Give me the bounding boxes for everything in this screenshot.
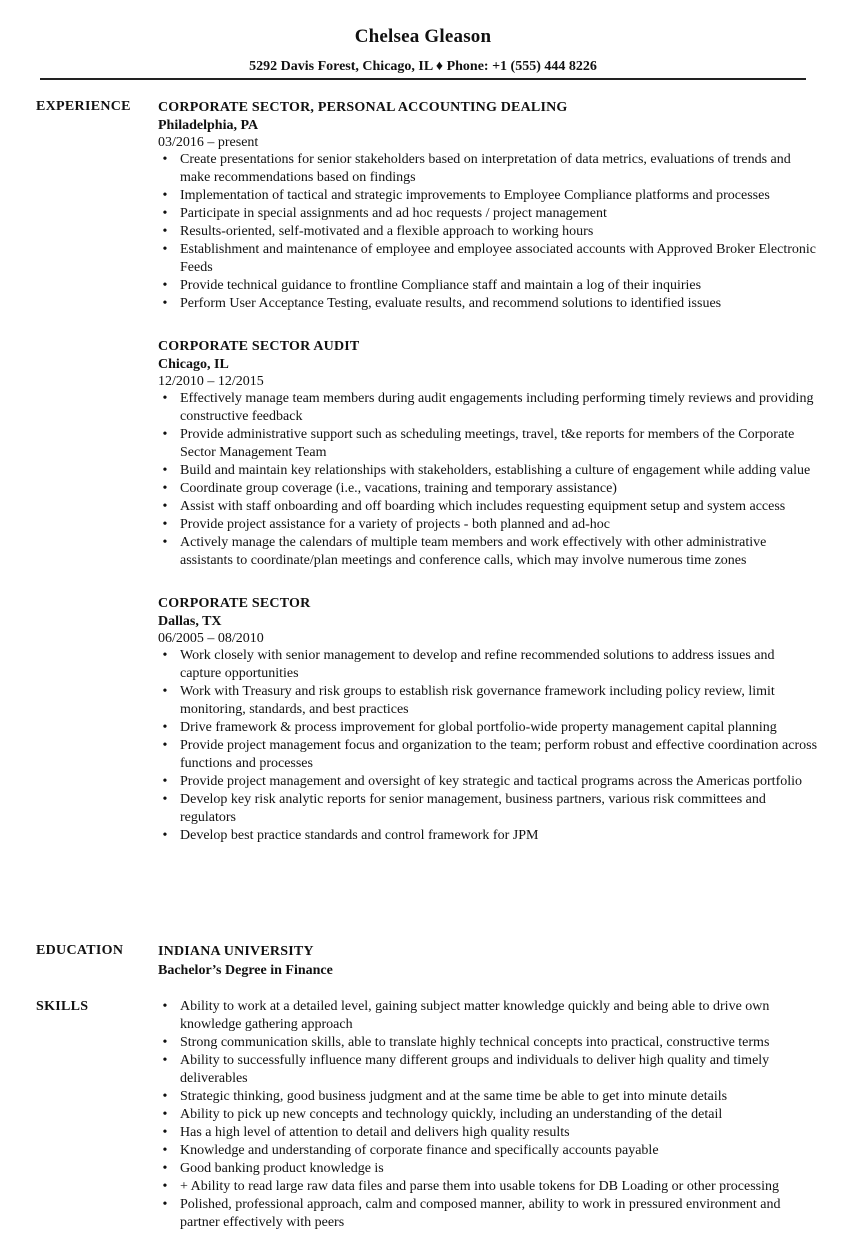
bullet-text: Coordinate group coverage (i.e., vacations, training and temporary assistance) <box>180 481 617 496</box>
bullet-icon: • <box>162 1143 168 1158</box>
bullet-text: Actively manage the calendars of multiple team members and work effectively with other administrative assistants to coordinate/plan meetings and conference calls, which may involve numerous time zones <box>180 535 767 568</box>
list-item <box>158 683 818 719</box>
bullet-text: Create presentations for senior stakeholders based on interpretation of data metrics, evaluations of trends and make recommendations based on findings <box>180 152 791 185</box>
header-divider <box>40 78 806 80</box>
job-bullets <box>158 151 818 313</box>
list-item <box>158 1124 818 1142</box>
bullet-icon: • <box>162 1161 168 1176</box>
bullet-text: Polished, professional approach, calm and composed manner, ability to work in pressured environment and partner effectively with peers <box>180 1197 781 1230</box>
job-location: Chicago, IL <box>158 357 229 372</box>
skills-list <box>158 998 818 1232</box>
bullet-text: Develop best practice standards and control framework for JPM <box>180 828 539 843</box>
job-dates: 03/2016 – present <box>158 135 259 150</box>
bullet-icon: • <box>162 1125 168 1140</box>
bullet-icon: • <box>162 1053 168 1068</box>
bullet-text: Ability to pick up new concepts and technology quickly, including an understanding of the detail <box>180 1107 723 1122</box>
list-item <box>158 426 818 462</box>
bullet-icon: • <box>162 517 168 532</box>
skills-section <box>158 998 818 1232</box>
bullet-icon: • <box>162 792 168 807</box>
bullet-text: Establishment and maintenance of employee and employee associated accounts with Approved Broker Electronic Feeds <box>180 242 817 275</box>
bullet-text: Implementation of tactical and strategic improvements to Employee Compliance platforms and processes <box>180 188 770 203</box>
list-item <box>158 187 818 205</box>
bullet-icon: • <box>162 152 168 167</box>
experience-section-label: EXPERIENCE <box>36 99 131 114</box>
bullet-icon: • <box>162 391 168 406</box>
education-section-label: EDUCATION <box>36 943 124 958</box>
experience-section <box>158 99 818 870</box>
list-item <box>158 1034 818 1052</box>
bullet-text: Work closely with senior management to develop and refine recommended solutions to address issues and capture opportunities <box>180 648 775 681</box>
bullet-text: Assist with staff onboarding and off boarding which includes requesting equipment setup and system access <box>180 499 786 514</box>
list-item <box>158 277 818 295</box>
job-location: Dallas, TX <box>158 614 222 629</box>
list-item <box>158 1088 818 1106</box>
list-item <box>158 1142 818 1160</box>
list-item <box>158 295 818 313</box>
bullet-text: Provide project assistance for a variety of projects - both planned and ad-hoc <box>180 517 610 532</box>
experience-entry <box>158 99 818 313</box>
bullet-text: Knowledge and understanding of corporate finance and specifically accounts payable <box>180 1143 659 1158</box>
list-item <box>158 719 818 737</box>
bullet-text: Good banking product knowledge is <box>180 1161 384 1176</box>
bullet-icon: • <box>162 774 168 789</box>
bullet-text: Participate in special assignments and ad hoc requests / project management <box>180 206 607 221</box>
list-item <box>158 1106 818 1124</box>
bullet-text: Provide administrative support such as scheduling meetings, travel, t&e reports for members of the Corporate Sector Management Team <box>180 427 795 460</box>
list-item <box>158 390 818 426</box>
job-bullets <box>158 647 818 845</box>
list-item <box>158 827 818 845</box>
bullet-icon: • <box>162 463 168 478</box>
bullet-text: Has a high level of attention to detail and delivers high quality results <box>180 1125 570 1140</box>
list-item <box>158 737 818 773</box>
bullet-text: Provide project management and oversight of key strategic and tactical programs across the Americas portfolio <box>180 774 803 789</box>
job-dates: 06/2005 – 08/2010 <box>158 631 264 646</box>
bullet-icon: • <box>162 224 168 239</box>
bullet-icon: • <box>162 684 168 699</box>
education-section <box>158 943 818 981</box>
bullet-icon: • <box>162 1179 168 1194</box>
list-item <box>158 516 818 534</box>
skills-section-label: SKILLS <box>36 999 89 1014</box>
list-item <box>158 791 818 827</box>
bullet-text: Ability to work at a detailed level, gaining subject matter knowledge quickly and being able to drive own knowledge gathering approach <box>180 999 770 1032</box>
bullet-icon: • <box>162 535 168 550</box>
bullet-icon: • <box>162 1035 168 1050</box>
bullet-text: Results-oriented, self-motivated and a flexible approach to working hours <box>180 224 594 239</box>
list-item <box>158 498 818 516</box>
job-dates: 12/2010 – 12/2015 <box>158 374 264 389</box>
bullet-icon: • <box>162 720 168 735</box>
bullet-icon: • <box>162 648 168 663</box>
list-item <box>158 480 818 498</box>
job-title: CORPORATE SECTOR, PERSONAL ACCOUNTING DEALING <box>158 100 568 115</box>
experience-entry <box>158 338 818 570</box>
list-item <box>158 223 818 241</box>
bullet-text: Perform User Acceptance Testing, evaluate results, and recommend solutions to identified issues <box>180 296 722 311</box>
bullet-text: Provide project management focus and organization to the team; perform robust and effective coordination across functions and processes <box>180 738 818 771</box>
list-item <box>158 1052 818 1088</box>
job-bullets <box>158 390 818 570</box>
bullet-icon: • <box>162 481 168 496</box>
list-item <box>158 1178 818 1196</box>
school-name: INDIANA UNIVERSITY <box>158 944 314 959</box>
bullet-icon: • <box>162 188 168 203</box>
job-location: Philadelphia, PA <box>158 118 259 133</box>
contact-line: 5292 Davis Forest, Chicago, IL ♦ Phone: +1 (555) 444 8226 <box>249 59 597 74</box>
list-item <box>158 462 818 480</box>
bullet-icon: • <box>162 1107 168 1122</box>
bullet-text: Effectively manage team members during audit engagements including performing timely reviews and providing constructive feedback <box>180 391 814 424</box>
list-item <box>158 773 818 791</box>
experience-entry <box>158 595 818 845</box>
bullet-text: Work with Treasury and risk groups to establish risk governance framework including policy review, limit monitoring, standards, and best practices <box>180 684 775 717</box>
bullet-text: Strategic thinking, good business judgment and at the same time be able to get into minute details <box>180 1089 728 1104</box>
bullet-icon: • <box>162 828 168 843</box>
job-title: CORPORATE SECTOR <box>158 596 311 611</box>
job-title: CORPORATE SECTOR AUDIT <box>158 339 360 354</box>
bullet-text: + Ability to read large raw data files and parse them into usable tokens for DB Loading or other processing <box>180 1179 779 1194</box>
bullet-text: Develop key risk analytic reports for senior management, business partners, various risk committees and regulators <box>180 792 766 825</box>
candidate-name: Chelsea Gleason <box>354 26 492 47</box>
list-item <box>158 1160 818 1178</box>
bullet-text: Provide technical guidance to frontline Compliance staff and maintain a log of their inquiries <box>180 278 702 293</box>
list-item <box>158 1196 818 1232</box>
bullet-icon: • <box>162 1197 168 1212</box>
bullet-icon: • <box>162 999 168 1014</box>
bullet-text: Ability to successfully influence many different groups and individuals to deliver high quality and timely deliverables <box>180 1053 770 1086</box>
bullet-icon: • <box>162 499 168 514</box>
bullet-icon: • <box>162 206 168 221</box>
list-item <box>158 647 818 683</box>
list-item <box>158 998 818 1034</box>
bullet-text: Drive framework & process improvement for global portfolio-wide property management capital planning <box>180 720 777 735</box>
bullet-icon: • <box>162 1089 168 1104</box>
list-item <box>158 205 818 223</box>
bullet-icon: • <box>162 278 168 293</box>
bullet-icon: • <box>162 427 168 442</box>
degree: Bachelor’s Degree in Finance <box>158 963 333 978</box>
bullet-text: Strong communication skills, able to translate highly technical concepts into practical, constructive terms <box>180 1035 770 1050</box>
bullet-icon: • <box>162 242 168 257</box>
list-item <box>158 151 818 187</box>
bullet-icon: • <box>162 296 168 311</box>
bullet-icon: • <box>162 738 168 753</box>
bullet-text: Build and maintain key relationships with stakeholders, establishing a culture of engagement while adding value <box>180 463 811 478</box>
list-item <box>158 534 818 570</box>
list-item <box>158 241 818 277</box>
